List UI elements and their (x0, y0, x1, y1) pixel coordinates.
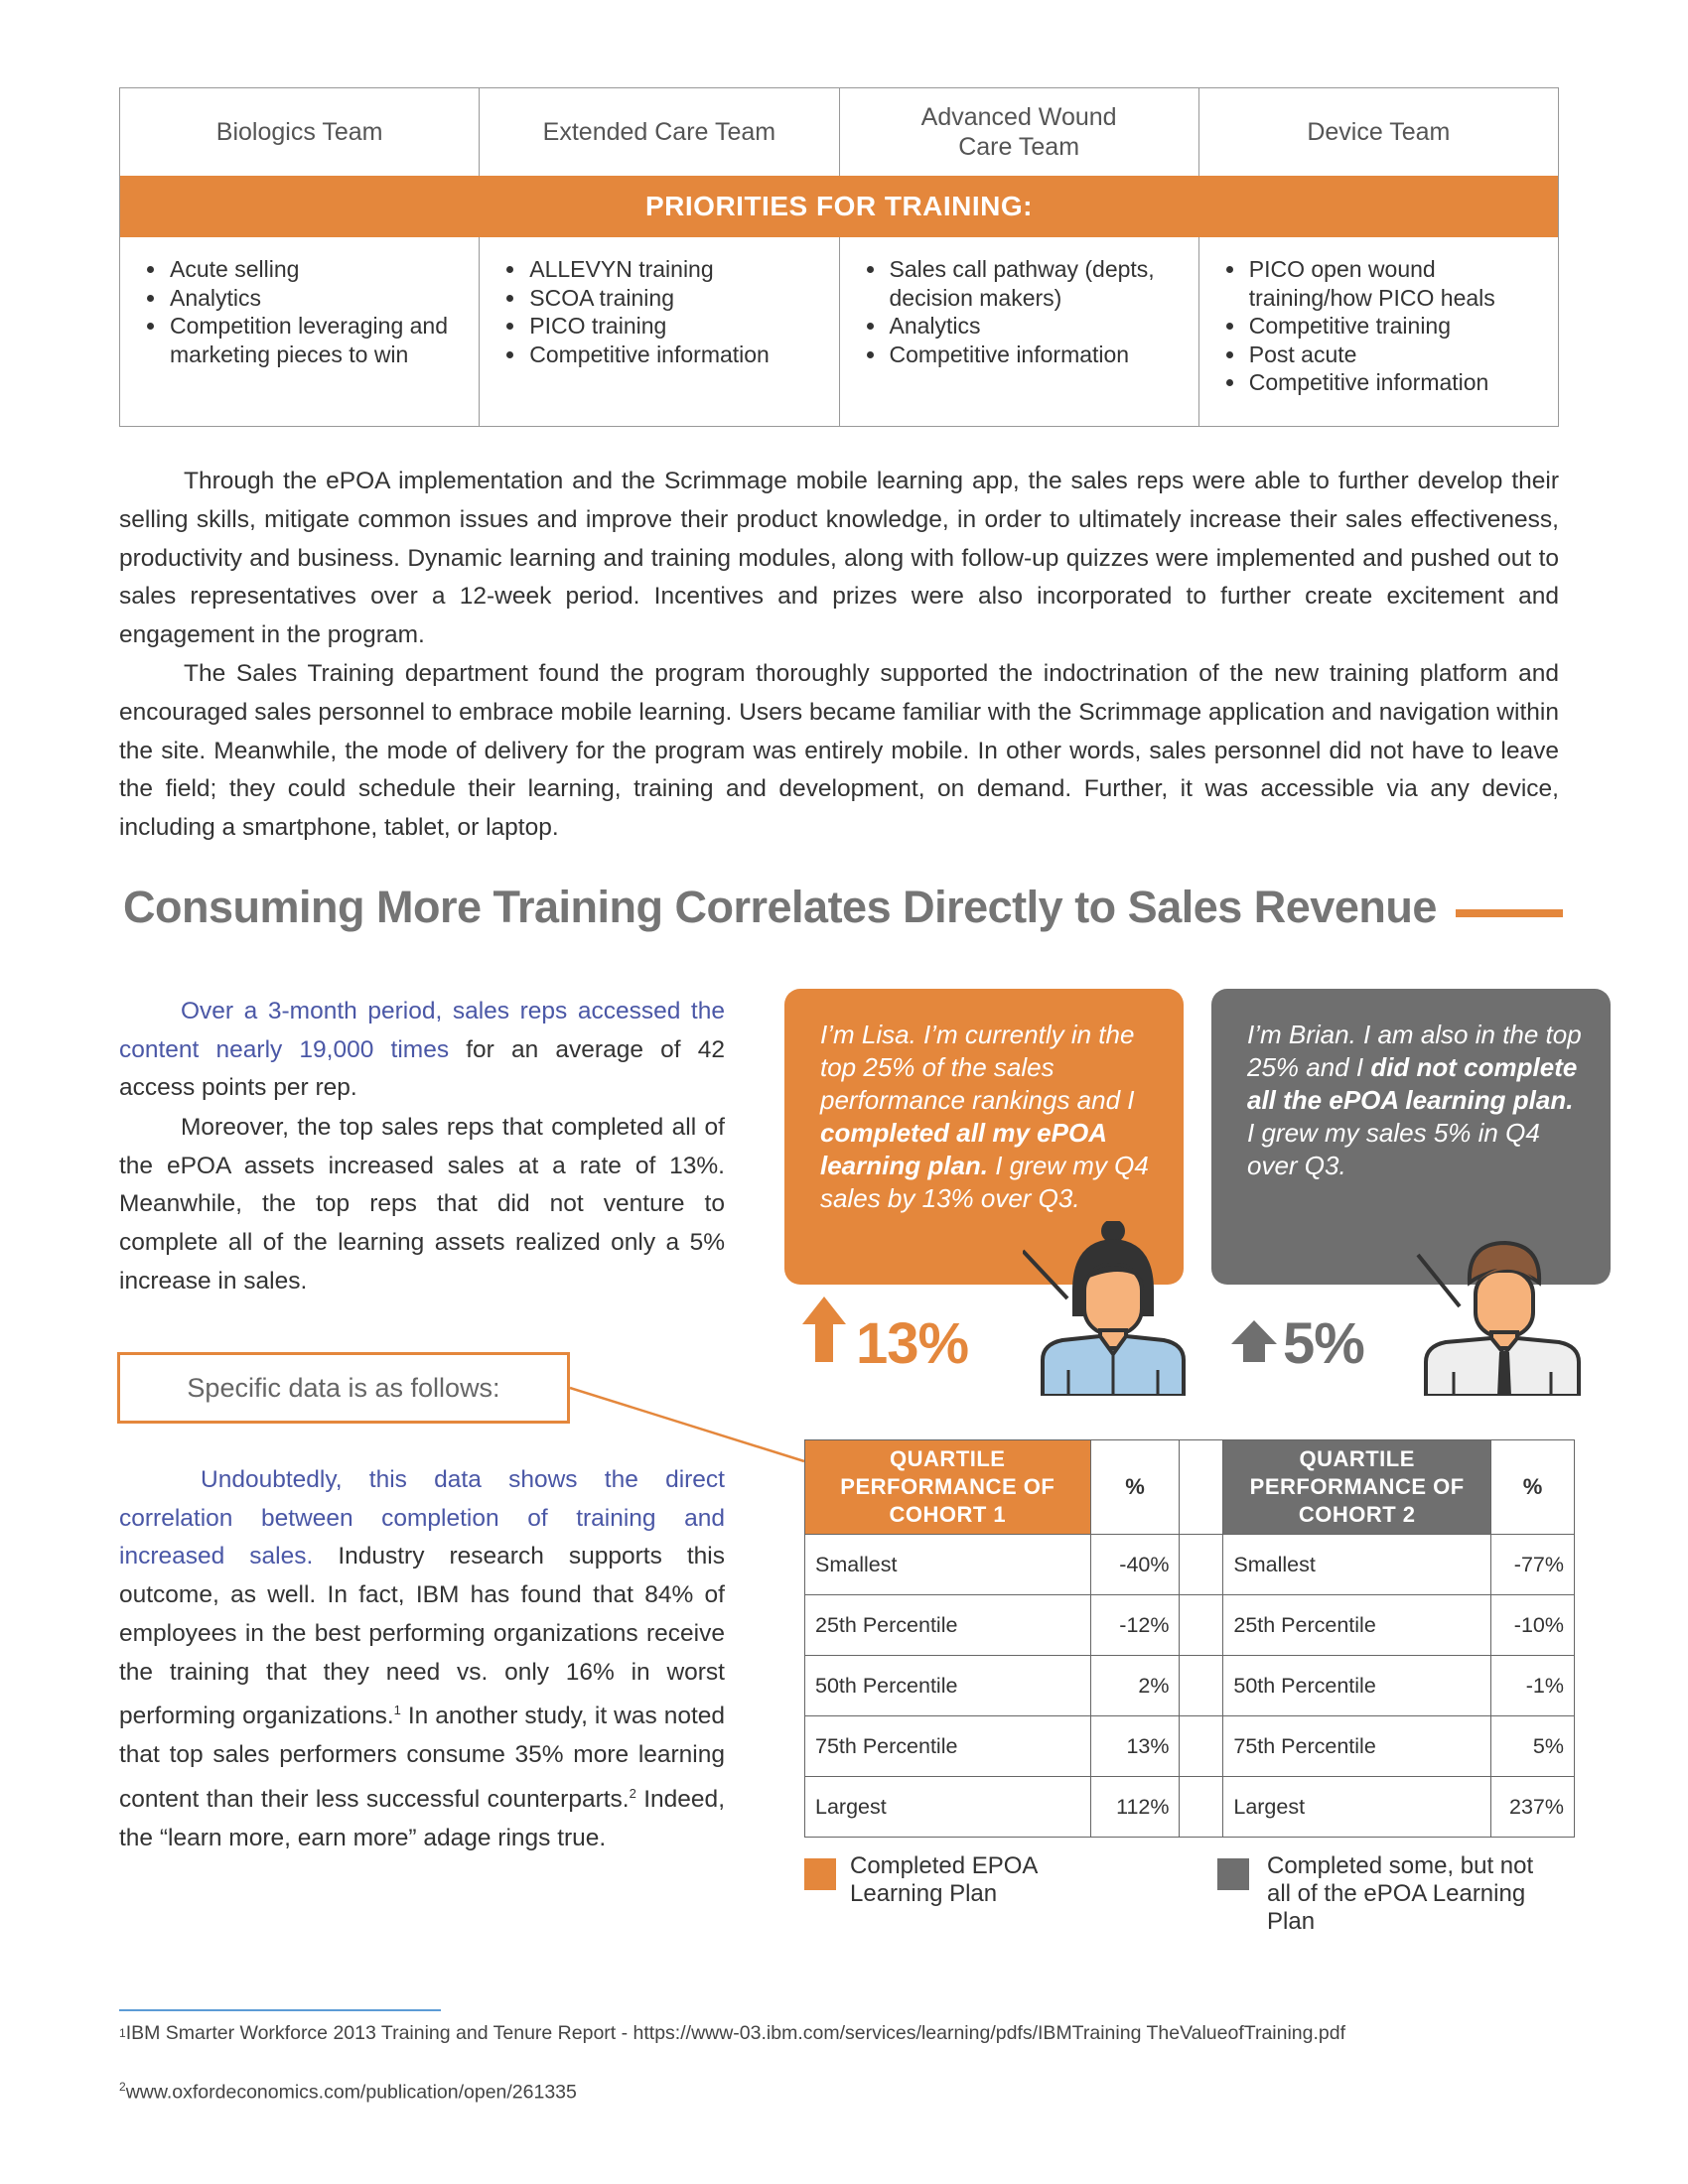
spacer-cell (1180, 1440, 1223, 1535)
priority-item: • Analytics (168, 284, 469, 313)
priority-list (142, 255, 469, 368)
body-text: In another study, it was noted that top sales performers consume 35% more learning content than their less successful counterparts. (119, 1703, 726, 1813)
spacer-cell (1180, 1716, 1223, 1777)
team-header: Device Team (1307, 118, 1451, 146)
specific-data-box: Specific data is as follows: (117, 1352, 570, 1424)
cohort1-label: 50th Percentile (805, 1656, 1091, 1716)
bubble-text: I grew my Q4 sales by 13% over Q3. (820, 1151, 1149, 1213)
teams-table (119, 87, 1559, 427)
spacer-cell (1180, 1777, 1223, 1838)
cohort1-label: Smallest (805, 1535, 1091, 1595)
cohort2-header: QUARTILE PERFORMANCE OF COHORT 2 (1223, 1440, 1491, 1535)
cohort2-label: 50th Percentile (1223, 1656, 1491, 1716)
priority-item: • Competition leveraging and marketing pieces to win (168, 312, 458, 368)
bubble-text: I’m Brian. I am also in the top 25% and I (1247, 1020, 1582, 1082)
cohort2-value: -1% (1491, 1656, 1575, 1716)
footnote-mark: 2 (119, 2080, 126, 2094)
table-row (805, 1716, 1575, 1777)
priority-item: • Competitive training (1247, 312, 1548, 341)
cohort2-pct-header: % (1491, 1440, 1575, 1535)
arrow-up-icon (1229, 1318, 1279, 1364)
quartile-table (804, 1439, 1575, 1838)
brian-avatar-icon (1410, 1223, 1585, 1396)
footnote-ref: 1 (393, 1703, 401, 1718)
highlight-text: Over a 3-month period, sales reps accessed the content nearly 19,000 times (119, 998, 725, 1063)
legend-label-grey: Completed some, but not all of the ePOA Learning Plan (1267, 1852, 1534, 1935)
team-header: Biologics Team (120, 88, 480, 176)
bubble-text: I grew my sales 5% in Q4 over Q3. (1247, 1118, 1540, 1180)
priorities-col-device (1199, 237, 1558, 426)
table-row (805, 1656, 1575, 1716)
spacer-cell (1180, 1656, 1223, 1716)
cohort2-value: 5% (1491, 1716, 1575, 1777)
cohort1-value: -40% (1090, 1535, 1180, 1595)
left-paragraph-1 (119, 993, 725, 1108)
cohort1-value: -12% (1090, 1595, 1180, 1656)
footnote-mark: 1 (119, 2026, 126, 2040)
lisa-growth-stat: 13% (856, 1311, 969, 1376)
bubble-bold-text: did not complete all the ePOA learning plan. (1247, 1052, 1578, 1115)
cohort2-value: -10% (1491, 1595, 1575, 1656)
cohort1-label: 25th Percentile (805, 1595, 1091, 1656)
footnote-text: IBM Smarter Workforce 2013 Training and Tenure Report - https://www-03.ibm.com/services/learning/pdfs/IBMTraining TheValueofTraining.pdf (125, 2022, 1346, 2044)
spacer-cell (1180, 1595, 1223, 1656)
teams-header-row (120, 88, 1558, 176)
cohort1-header: QUARTILE PERFORMANCE OF COHORT 1 (805, 1440, 1091, 1535)
priority-item: • ALLEVYN training (527, 255, 828, 284)
lisa-avatar-icon (1023, 1221, 1201, 1396)
footnote-text: www.oxfordeconomics.com/publication/open/261335 (125, 2081, 577, 2104)
legend-label-orange: Completed EPOA Learning Plan (850, 1852, 1038, 1907)
priority-list (1221, 255, 1548, 397)
cohort2-value: -77% (1491, 1535, 1575, 1595)
cohort2-label: Largest (1223, 1777, 1491, 1838)
priority-item: • Sales call pathway (depts, decision makers) (888, 255, 1189, 312)
left-paragraph-3 (119, 1461, 725, 1857)
priorities-col-advanced-wound (840, 237, 1199, 426)
cohort1-value: 112% (1090, 1777, 1180, 1838)
body-text: Indeed, the “learn more, earn more” adage rings true. (119, 1785, 725, 1851)
cohort2-label: 75th Percentile (1223, 1716, 1491, 1777)
bubble-text: I’m Lisa. I’m currently in the top 25% of the sales performance rankings and I (820, 1020, 1135, 1115)
priority-item: • Competitive information (527, 341, 828, 369)
footnote-divider (119, 2009, 441, 2011)
footnote-ref: 2 (629, 1785, 636, 1801)
footnote-2 (119, 2075, 1410, 2105)
priority-item: • Competitive information (888, 341, 1189, 369)
priority-item: • SCOA training (527, 284, 828, 313)
left-paragraph-2: Moreover, the top sales reps that completed all of the ePOA assets increased sales at a rate of 13%. Meanwhile, the top reps that did not venture to complete all of the learning assets realized only a 5% increase in sales. (119, 1114, 725, 1295)
priority-item: • Analytics (888, 312, 1189, 341)
cohort2-label: 25th Percentile (1223, 1595, 1491, 1656)
team-header (840, 88, 1199, 176)
priorities-bar: PRIORITIES FOR TRAINING: (120, 176, 1558, 237)
body-paragraph-1: Through the ePOA implementation and the Scrimmage mobile learning app, the sales reps were able to further develop their selling skills, mitigate common issues and improve their product knowledge, in order to ultimately increase their sales effectiveness, productivity and business. Dynamic learning and training modules, along with follow-up quizzes were implemented and pushed out to sales representatives over a 12-week period. Incentives and prizes were also incorporated to further create excitement and engagement in the program. (119, 468, 1559, 649)
bubble-bold-text: completed all my ePOA learning plan. (820, 1118, 1107, 1180)
cohort2-label: Smallest (1223, 1535, 1491, 1595)
cohort1-value: 2% (1090, 1656, 1180, 1716)
priority-list (501, 255, 828, 368)
section-heading: Consuming More Training Correlates Directly to Sales Revenue (123, 882, 1437, 932)
legend-swatch-orange (804, 1858, 836, 1890)
team-header: Extended Care Team (480, 88, 839, 176)
priority-item: • Competitive information (1247, 368, 1548, 397)
cohort1-label: Largest (805, 1777, 1091, 1838)
cohort1-value: 13% (1090, 1716, 1180, 1777)
priorities-col-extended-care (480, 237, 839, 426)
table-row (805, 1777, 1575, 1838)
priority-item: • Acute selling (168, 255, 469, 284)
body-text: for an average of 42 access points per rep. (119, 1035, 725, 1102)
brian-growth-stat: 5% (1283, 1311, 1364, 1376)
priority-item: • PICO open wound training/how PICO heals (1247, 255, 1548, 312)
highlight-text: Undoubtedly, this data shows the direct correlation between completion of training and increased sales. (119, 1466, 725, 1570)
arrow-up-icon (800, 1295, 848, 1364)
quartile-header-row (805, 1440, 1575, 1535)
body-paragraph-2: The Sales Training department found the program thoroughly supported the indoctrination of the new training platform and encouraged sales personnel to embrace mobile learning. Users became familiar with the Scrimmage application and navigation within the site. Meanwhile, the mode of delivery for the program was entirely mobile. In other words, sales personnel did not have to leave the field; they could schedule their learning, training and development, on demand. Further, it was accessible via any device, including a smartphone, tablet, or laptop. (119, 660, 1559, 842)
priorities-col-biologics (120, 237, 480, 426)
team-header-text: Advanced Wound Care Team (920, 103, 1117, 161)
cohort2-value: 237% (1491, 1777, 1575, 1838)
priorities-columns (120, 237, 1558, 426)
cohort1-pct-header: % (1090, 1440, 1180, 1535)
footnote-1 (119, 2021, 1410, 2051)
priority-item: • PICO training (527, 312, 828, 341)
heading-accent-rule (1456, 909, 1563, 917)
table-row (805, 1535, 1575, 1595)
priority-list (862, 255, 1189, 368)
legend-swatch-grey (1217, 1858, 1249, 1890)
cohort1-label: 75th Percentile (805, 1716, 1091, 1777)
spacer-cell (1180, 1535, 1223, 1595)
body-text: Industry research supports this outcome, as well. In fact, IBM has found that 84% of employees in the best performing organizations receive the training that they need vs. only 16% in worst performing organizations. (119, 1543, 725, 1730)
table-row (805, 1595, 1575, 1656)
priority-item: • Post acute (1247, 341, 1548, 369)
